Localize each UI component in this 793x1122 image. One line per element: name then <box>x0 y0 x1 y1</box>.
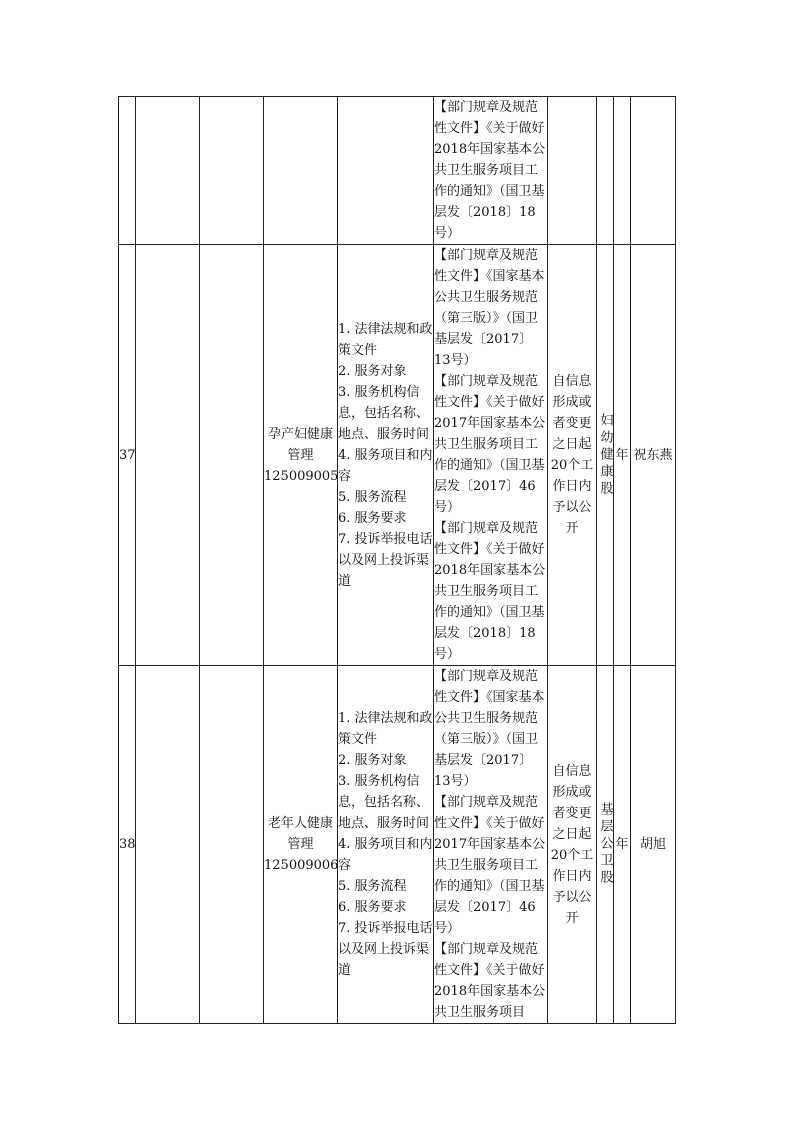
cell-category-2 <box>200 666 264 1024</box>
dept-text: 基层公卫股 <box>597 802 613 887</box>
responsible-dept <box>597 245 614 666</box>
disclosure-content: 1. 法律法规和政策文件 2. 服务对象 3. 服务机构信息，包括名称、地点、服务时间 4. 服务项目和内容 5. 服务流程 6. 服务要求 7. 投诉举报电话以及网上投诉渠道 <box>338 245 434 666</box>
cell-category-1 <box>136 97 200 245</box>
table-row <box>119 666 676 1024</box>
item-code: 125009006 <box>264 858 339 873</box>
cell-dept <box>597 97 614 245</box>
responsible-person: 祝东燕 <box>631 245 676 666</box>
cell-freq <box>614 97 631 245</box>
table-row <box>119 245 676 666</box>
item-name-cell <box>264 666 338 1024</box>
disclosure-basis <box>434 666 548 1024</box>
basis-entry: 【部门规章及规范性文件】《关于做好2018年国家基本公共卫生服务项目工作的通知》（国卫基层发〔2018〕18号） <box>434 100 546 241</box>
cell-category-2 <box>200 245 264 666</box>
cell-category-1 <box>136 666 200 1024</box>
disclosure-table <box>118 96 676 1024</box>
dept-text: 妇幼健康股 <box>597 412 613 498</box>
cell-name <box>264 97 338 245</box>
responsible-person: 胡旭 <box>631 666 676 1024</box>
item-code: 125009005 <box>264 468 339 484</box>
disclosure-content: 1. 法律法规和政策文件 2. 服务对象 3. 服务机构信息，包括名称、地点、服务时间 4. 服务项目和内容 5. 服务流程 6. 服务要求 7. 投诉举报电话以及网上投诉渠道 <box>338 666 434 1024</box>
cell-content <box>338 97 434 245</box>
disclosure-time: 自信息形成或者变更之日起20个工作日内予以公开 <box>548 666 597 1024</box>
basis-entry: 【部门规章及规范性文件】《关于做好2017年国家基本公共卫生服务项目工作的通知》（国卫基层发〔2017〕46号） <box>434 795 546 936</box>
cell-person <box>631 97 676 245</box>
disclosure-time: 自信息形成或者变更之日起20个工作日内予以公开 <box>548 245 597 666</box>
update-frequency: 年 <box>614 666 631 1024</box>
basis-entry: 【部门规章及规范性文件】《国家基本公共卫生服务规范（第三版）》（国卫基层发〔2017〕13号） <box>434 669 545 789</box>
item-name-cell <box>264 245 338 666</box>
row-number: 38 <box>119 666 136 1024</box>
cell-category-1 <box>136 245 200 666</box>
disclosure-basis <box>434 245 548 666</box>
cell-time <box>548 97 597 245</box>
cell-no <box>119 97 136 245</box>
responsible-dept <box>597 666 614 1024</box>
cell-category-2 <box>200 97 264 245</box>
item-name: 老年人健康管理 <box>267 816 333 852</box>
basis-entry: 【部门规章及规范性文件】《关于做好2018年国家基本公共卫生服务项目 <box>434 942 546 1020</box>
row-number: 37 <box>119 245 136 666</box>
table-row-continued <box>119 97 676 245</box>
cell-basis <box>434 97 548 245</box>
update-frequency: 年 <box>614 245 631 666</box>
item-name: 孕产妇健康管理 <box>267 426 333 463</box>
basis-entry: 【部门规章及规范性文件】《关于做好2017年国家基本公共卫生服务项目工作的通知》（国卫基层发〔2017〕46号） <box>434 374 546 515</box>
basis-entry: 【部门规章及规范性文件】《国家基本公共卫生服务规范（第三版）》（国卫基层发〔2017〕13号） <box>434 248 545 368</box>
basis-entry: 【部门规章及规范性文件】《关于做好2018年国家基本公共卫生服务项目工作的通知》（国卫基层发〔2018〕18号） <box>434 521 546 662</box>
